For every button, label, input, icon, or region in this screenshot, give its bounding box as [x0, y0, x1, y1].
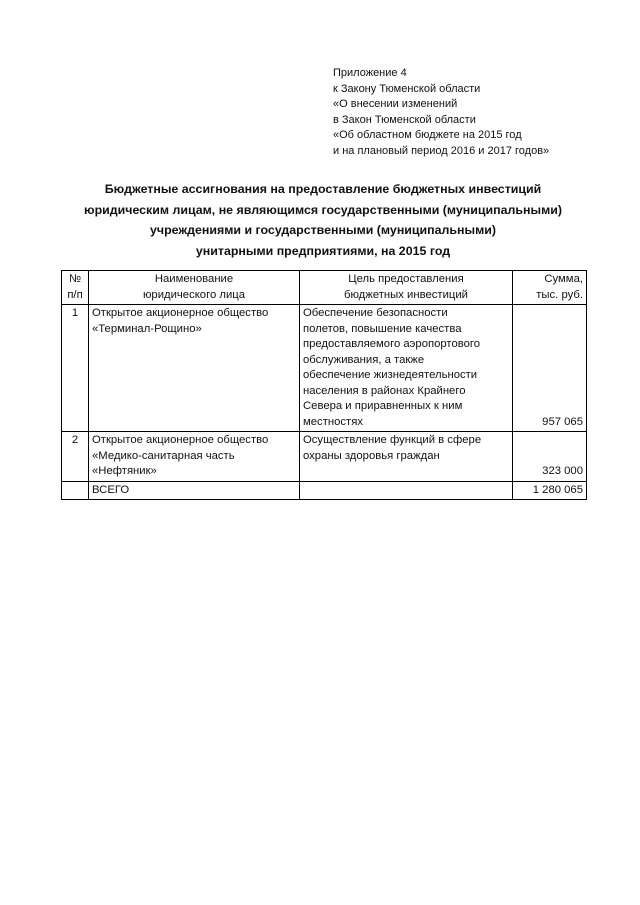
- header-goal: Цель предоставления бюджетных инвестиций: [300, 271, 513, 305]
- title-line: учреждениями и государственными (муниципальными): [149, 223, 496, 237]
- budget-table: [61, 270, 587, 500]
- header-name: Наименование юридического лица: [89, 271, 300, 305]
- appendix-line: «Об областном бюджете на 2015 год: [333, 129, 522, 141]
- row-num: 1: [62, 305, 89, 432]
- row-name: Открытое акционерное общество «Медико-санитарная часть «Нефтяник»: [89, 432, 300, 482]
- total-row: [62, 481, 587, 500]
- appendix-line: «О внесении изменений: [333, 98, 458, 110]
- total-label: ВСЕГО: [89, 481, 300, 500]
- row-goal: Обеспечение безопасности полетов, повышение качества предоставляемого аэропортового обслуживания, а также обеспечение жизнедеятельности населения в районах Крайнего Севера и приравненных к ним местностях: [300, 305, 513, 432]
- table-header-row: [62, 271, 587, 305]
- row-amount: 957 065: [513, 305, 587, 432]
- total-num-empty: [62, 481, 89, 500]
- row-goal: Осуществление функций в сфере охраны здоровья граждан: [300, 432, 513, 482]
- table-row: [62, 305, 587, 432]
- header-num: № п/п: [62, 271, 89, 305]
- appendix-header: [333, 66, 623, 159]
- appendix-line: Приложение 4: [333, 67, 407, 79]
- row-num: 2: [62, 432, 89, 482]
- title-line: унитарными предприятиями, на 2015 год: [195, 243, 451, 258]
- appendix-line: в Закон Тюменской области: [333, 113, 476, 126]
- row-amount: 323 000: [513, 432, 587, 482]
- total-goal-empty: [300, 481, 513, 500]
- table-row: [62, 432, 587, 482]
- appendix-line: к Закону Тюменской области: [333, 82, 481, 95]
- header-amount: Сумма, тыс. руб.: [513, 271, 587, 305]
- row-name: Открытое акционерное общество «Терминал-Рощино»: [89, 305, 300, 432]
- total-amount: 1 280 065: [513, 481, 587, 500]
- title-line: Бюджетные ассигнования на предоставление бюджетных инвестиций: [104, 182, 542, 196]
- title-line: юридическим лицам, не являющимся государственными (муниципальными): [84, 202, 562, 217]
- appendix-line: и на плановый период 2016 и 2017 годов»: [333, 144, 550, 157]
- document-title: [60, 179, 586, 261]
